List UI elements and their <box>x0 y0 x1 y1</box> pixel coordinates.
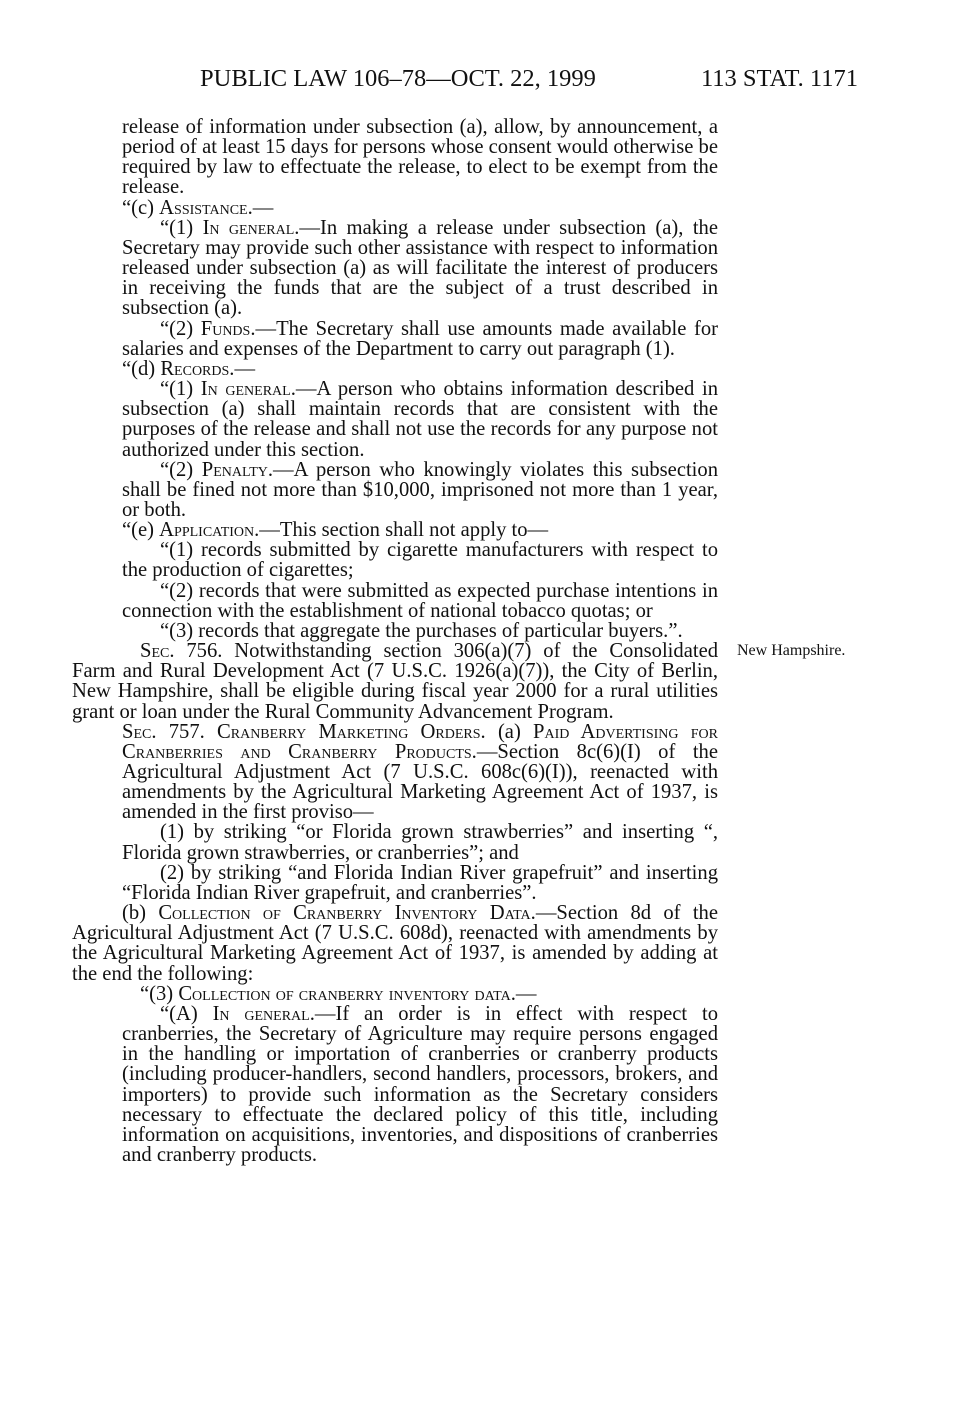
paragraph-continued: release of information under subsection (a), allow, by announcement, a period of at least 15 days for persons whose consent would otherwise be required by law to effectuate the release, to elect to be exempt from the release. <box>122 116 718 199</box>
section-757-b-3-A: “(A) In general.—If an order is in effect with respect to cranberries, the Secretary of Agriculture may require persons engaged in the handling or importation of cranberries or cranberry products (including producer-handlers, second handlers, processors, brokers, and importers) to provide such information as the Secretary considers necessary to effectuate the declared policy of this title, including information on acquisitions, inventories, and dispositions of cranberries and cranberry products. <box>122 1002 718 1166</box>
section-757-b-3-heading: “(3) Collection of cranberry inventory data.— <box>140 982 537 1005</box>
subsection-d-1: “(1) In general.—A person who obtains information described in subsection (a) shall maintain records that are consistent with the purposes of the release and shall not use the records for any purpose not authorized under this section. <box>122 378 718 461</box>
subsection-c-1: “(1) In general.—In making a release under subsection (a), the Secretary may provide such other assistance with respect to information released under subsection (a) as will facilitate the interest of producers in receiving the funds that are the subject of a trust described in subsection (a). <box>122 216 718 320</box>
section-757-a-1: (1) by striking “or Florida grown strawberries” and inserting “, Florida grown strawberries, or cranberries”; and <box>122 821 718 864</box>
header-title: PUBLIC LAW 106–78—OCT. 22, 1999 <box>200 65 596 92</box>
subsection-e-3: “(3) records that aggregate the purchases of particular buyers.”. <box>160 619 683 642</box>
section-757-b: (b) Collection of Cranberry Inventory Data.—Section 8d of the Agricultural Adjustment Act (7 U.S.C. 608d), reenacted with amendments by the Agricultural Marketing Agreement Act of 1937, is amended by adding at the end the following: <box>72 902 718 985</box>
header-page-ref: 113 STAT. 1171 <box>700 65 858 92</box>
subsection-d-2: “(2) Penalty.—A person who knowingly violates this subsection shall be fined not more than $10,000, imprisoned not more than 1 year, or both. <box>122 458 718 521</box>
margin-note: New Hampshire. <box>737 642 846 660</box>
section-757: Sec. 757. Cranberry Marketing Orders. (a) Paid Advertising for Cranberries and Cranberry Products.—Section 8c(6)(I) of the Agricultural Adjustment Act (7 U.S.C. 608c(6)(I)), reenacted with amendments by the Agricultural Marketing Agreement Act of 1937, is amended in the first proviso— <box>122 720 718 824</box>
subsection-e-1: “(1) records submitted by cigarette manufacturers with respect to the production of cigarettes; <box>122 539 718 582</box>
section-756: New Hampshire. Sec. 756. Notwithstanding section 306(a)(7) of the Consolidated Farm and Rural Development Act (7 U.S.C. 1926(a)(7)), the City of Berlin, New Hampshire, shall be eligible during fiscal year 2000 for a rural utilities grant or loan under the Rural Community Advancement Program. <box>72 641 718 722</box>
subsection-e-2: “(2) records that were submitted as expected purchase intentions in connection with the establishment of national tobacco quotas; or <box>122 579 718 622</box>
subsection-c-2: “(2) Funds.—The Secretary shall use amounts made available for salaries and expenses of the Department to carry out paragraph (1). <box>122 317 718 360</box>
subsection-d-heading: “(d) Records.— <box>122 357 256 380</box>
document-body <box>72 116 846 1166</box>
subsection-c-heading: “(c) Assistance.— <box>122 196 274 219</box>
section-757-a-2: (2) by striking “and Florida Indian River grapefruit” and inserting “Florida Indian River grapefruit, and cranberries”. <box>122 861 718 904</box>
subsection-e: “(e) Application.—This section shall not apply to— <box>122 519 549 542</box>
running-header <box>122 62 858 96</box>
